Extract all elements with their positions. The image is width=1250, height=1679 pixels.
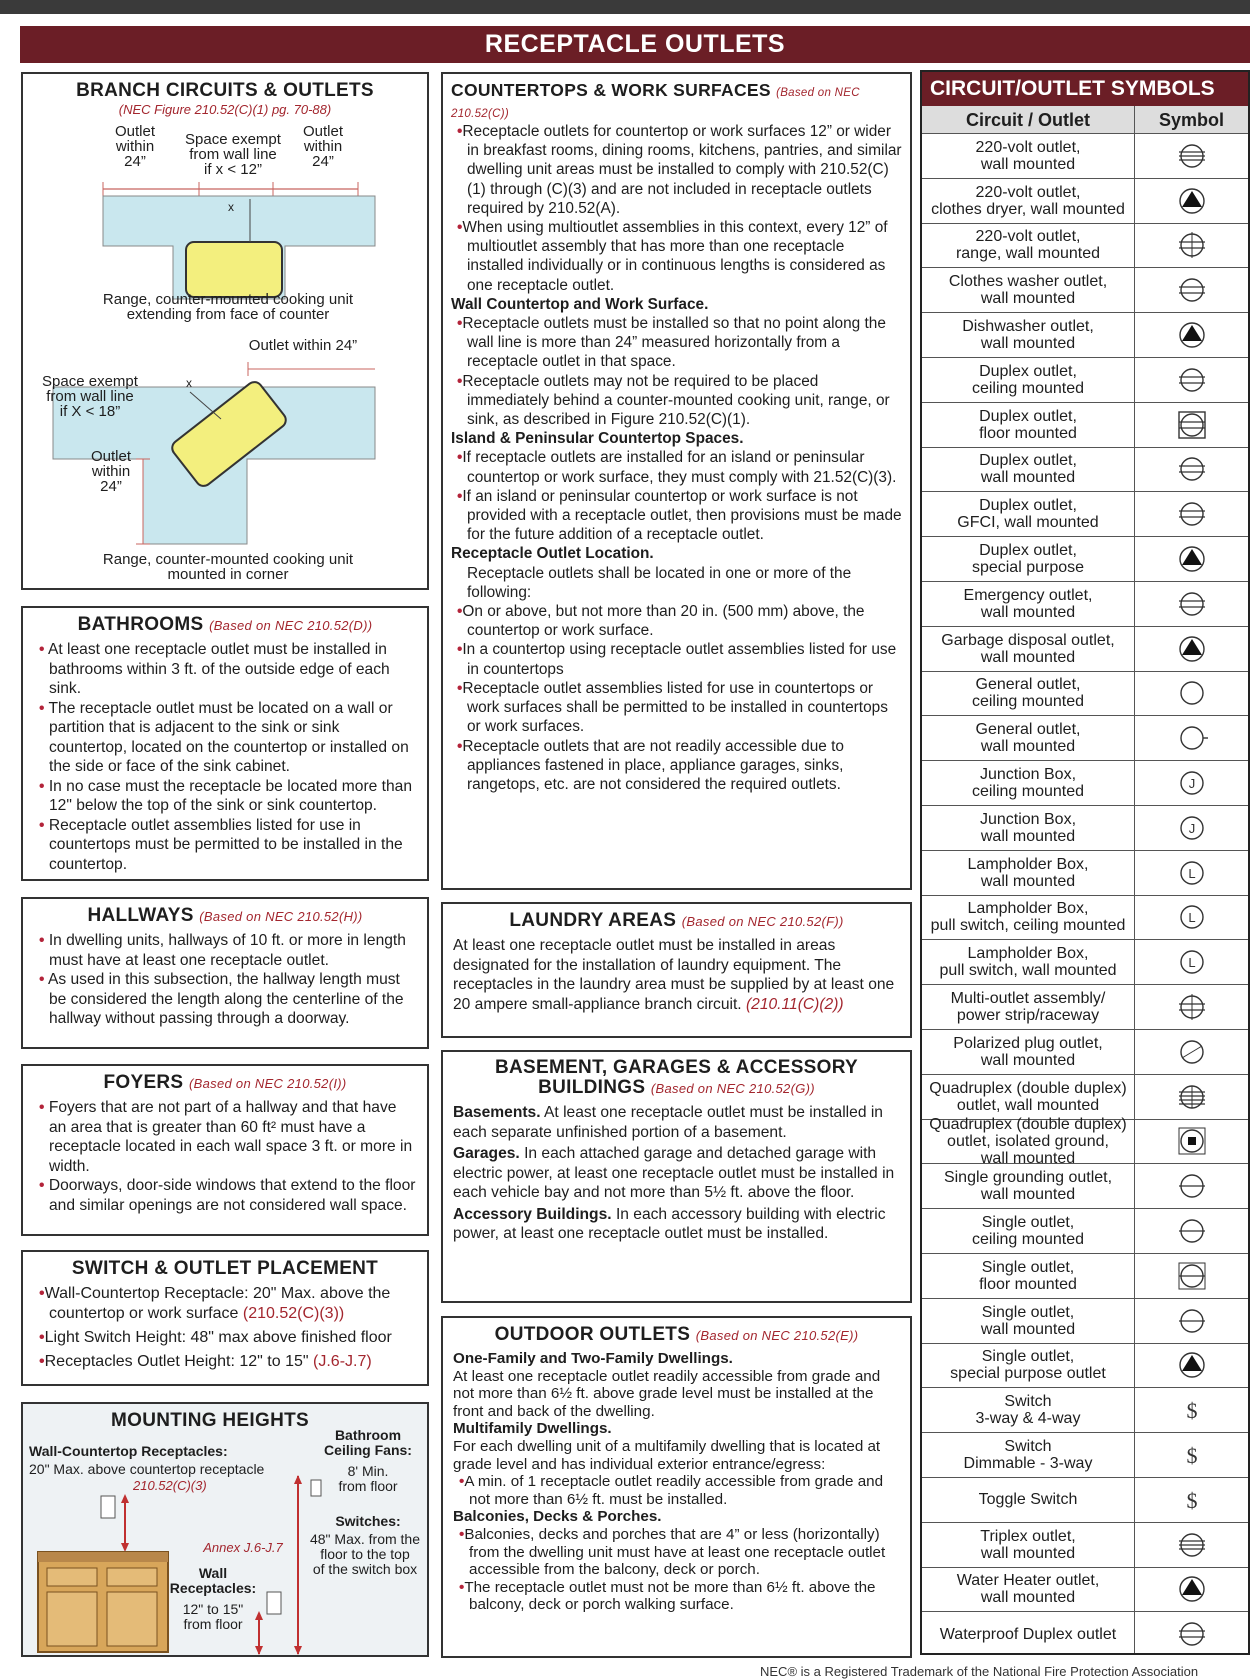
outdoor-subheading: One-Family and Two-Family Dwellings. <box>453 1350 733 1367</box>
list-item: •When using multioutlet assemblies in this context, every 12” of multioutlet assembly that has more than one receptacle installed individually or in continuous lengths is considered as one receptacle outlet. <box>457 219 888 294</box>
switch-item-ref: (210.52(C)(3)) <box>242 1305 345 1322</box>
symbol-cell <box>1135 1120 1248 1164</box>
outdoor-ref: (Based on NEC 210.52(E)) <box>695 1328 859 1343</box>
symbol-cell <box>1135 1523 1248 1567</box>
outdoor-heading <box>453 1324 900 1346</box>
symbol-row <box>922 1344 1248 1389</box>
svg-text:J: J <box>1188 820 1195 836</box>
symbol-row <box>922 1523 1248 1568</box>
symbol-row <box>922 1030 1248 1075</box>
symbol-cell <box>1135 537 1248 581</box>
symbol-cell <box>1135 358 1248 402</box>
symbol-row <box>922 1075 1248 1120</box>
list-item: • At least one receptacle outlet must be installed in bathrooms within 3 ft. of the outside edge of each sink. <box>39 641 390 697</box>
branch-title: BRANCH CIRCUITS & OUTLETS <box>76 80 374 101</box>
hallways-panel <box>21 897 429 1049</box>
countertop-text: Receptacle outlets shall be located in one or more of the following: <box>467 564 852 601</box>
fan-text: 8' Min. from floor <box>338 1463 398 1494</box>
list-item: •In a countertop using receptacle outlet assemblies listed for use in countertops <box>457 641 897 678</box>
symbol-cell <box>1135 1478 1248 1522</box>
symbol-row <box>922 1478 1248 1523</box>
outlet-symbol-icon <box>1176 453 1208 485</box>
list-item: •Receptacles Outlet Height: 12" to 15" (J.6-J.7) <box>39 1353 372 1370</box>
space-exempt-18: Space exempt from wall line if X < 18” <box>42 373 138 420</box>
outlet-symbol-icon <box>1176 946 1208 978</box>
symbols-header-row <box>922 106 1248 134</box>
countertop-text: Receptacle outlet assemblies listed for use in countertops or work surfaces shall be permitted to be installed in countertops or work surfaces. <box>462 679 888 736</box>
symbol-cell <box>1135 448 1248 492</box>
outlet-symbol-icon <box>1176 409 1208 441</box>
list-item: • As used in this subsection, the hallway length must be considered the length along the centerline of the hallway without passing through a doorway. <box>39 971 404 1027</box>
outlet-symbol-icon <box>1176 901 1208 933</box>
outlet-within-24-left: Outlet within 24” <box>114 123 156 170</box>
list-item: • Foyers that are not part of a hallway and that have an area that is greater than 60 ft² must have a receptacle located in each wall space 3 ft. or more in width. <box>39 1099 413 1175</box>
list-item: •A min. of 1 receptacle outlet readily accessible from grade and not more than 6½ ft. must be installed. <box>459 1473 884 1508</box>
bathrooms-heading <box>33 614 417 636</box>
branch-circuits-panel <box>21 72 429 590</box>
svg-text:L: L <box>1187 955 1196 971</box>
symbols-rows <box>922 134 1248 1655</box>
symbol-label: Water Heater outlet, wall mounted <box>922 1568 1135 1612</box>
countertops-ref: (Based on NEC 210.52(C)) <box>451 87 860 120</box>
symbol-cell <box>1135 1612 1248 1655</box>
page-title: RECEPTACLE OUTLETS <box>20 26 1250 63</box>
foyer-item-text: Foyers that are not part of a hallway and that have an area that is greater than 60 ft² must have a receptacle located in each wall space 3 ft. or more in width. <box>48 1099 413 1175</box>
outlet-symbol-icon <box>1176 364 1208 396</box>
list-item: • In dwelling units, hallways of 10 ft. or more in length must have at least one receptacle outlet. <box>39 932 406 969</box>
wall-receptacles-text: 12" to 15" from floor <box>182 1601 244 1632</box>
symbol-label: Lampholder Box, pull switch, wall mounted <box>922 940 1135 984</box>
branch-ref: (NEC Figure 210.52(C)(1) pg. 70-88) <box>118 102 332 117</box>
symbol-row <box>922 627 1248 672</box>
symbol-cell <box>1135 1388 1248 1432</box>
outlet-symbol-icon <box>1176 543 1208 575</box>
laundry-ref2: (210.11(C)(2)) <box>745 995 844 1013</box>
outlet-symbol-icon <box>1176 1394 1208 1426</box>
list-item: •If an island or peninsular countertop or work surface is not provided with a receptacle outlet, then provisions must be made for the future addition of a receptacle outlet. <box>457 487 902 544</box>
foyer-item-text: Doorways, door-side windows that extend to the floor and similar openings are not considered wall space. <box>48 1177 416 1214</box>
symbol-label: 220-volt outlet, range, wall mounted <box>922 224 1135 268</box>
list-item: • Receptacle outlet assemblies listed for use in countertops must be permitted to be installed in the countertop. <box>39 816 403 873</box>
switch-item-ref: (J.6-J.7) <box>313 1353 372 1370</box>
outdoor-panel <box>441 1316 912 1658</box>
symbols-col1: Circuit / Outlet <box>922 106 1135 133</box>
symbol-cell <box>1135 672 1248 716</box>
laundry-text: At least one receptacle outlet must be installed in areas designated for the installation of laundry equipment. The receptacles in the laundry area must be supplied by at least one 20 ampere small-appliance branch circuit. <box>453 937 895 1013</box>
laundry-title: LAUNDRY AREAS <box>509 910 677 931</box>
countertop-text: Receptacle outlets must be installed so that no point along the wall line is more than 24” measured horizontally from a receptacle outlet in that space. <box>462 315 886 371</box>
outlet-symbol-icon <box>1176 274 1208 306</box>
symbol-cell <box>1135 403 1248 447</box>
outlet-symbol-icon <box>1176 1215 1208 1247</box>
symbol-label: Switch Dimmable - 3-way <box>922 1433 1135 1477</box>
countertop-subheading: Wall Countertop and Work Surface. <box>451 295 709 313</box>
symbol-row <box>922 268 1248 313</box>
list-item: •Wall-Countertop Receptacle: 20" Max. above the countertop or work surface (210.52(C)(3)) <box>39 1285 391 1322</box>
laundry-heading <box>453 910 900 932</box>
wall-receptacles-label: Wall Receptacles: <box>169 1565 257 1596</box>
outlet-symbol-icon <box>1176 185 1208 217</box>
symbol-row <box>922 582 1248 627</box>
symbol-cell <box>1135 179 1248 223</box>
outlet-symbol-icon <box>1176 319 1208 351</box>
symbol-label: General outlet, wall mounted <box>922 716 1135 760</box>
mounting-heights-panel <box>21 1402 429 1657</box>
symbol-row <box>922 1254 1248 1299</box>
list-item: •If receptacle outlets are installed for an island or peninsular countertop or work surface, they must comply with 21.52(C)(3). <box>457 449 897 486</box>
symbol-label: Quadruplex (double duplex) outlet, wall mounted <box>922 1075 1135 1119</box>
list-item: •Balconies, decks and porches that are 4” or less (horizontally) from the dwelling unit must have at least one receptacle outlet accessible from the balcony, deck or porch. <box>459 1525 886 1579</box>
symbol-cell <box>1135 492 1248 536</box>
outlet-symbol-icon <box>1176 1618 1208 1650</box>
outdoor-title: OUTDOOR OUTLETS <box>494 1324 691 1345</box>
outdoor-subheading: Balconies, Decks & Porches. <box>453 1508 662 1526</box>
switch-title: SWITCH & OUTLET PLACEMENT <box>71 1258 379 1279</box>
outlet-symbol-icon <box>1176 1125 1208 1157</box>
symbol-label: Polarized plug outlet, wall mounted <box>922 1030 1135 1074</box>
basement-para <box>453 1103 900 1142</box>
countertop-text: When using multioutlet assemblies in this context, every 12” of multioutlet assembly that has more than one receptacle installed individually or in continuous lengths is considered as one receptacle outlet. <box>462 219 888 294</box>
symbol-label: Duplex outlet, floor mounted <box>922 403 1135 447</box>
symbol-cell <box>1135 761 1248 805</box>
symbol-label: 220-volt outlet, clothes dryer, wall mounted <box>922 179 1135 223</box>
symbol-row <box>922 179 1248 224</box>
symbol-label: 220-volt outlet, wall mounted <box>922 134 1135 178</box>
symbol-row <box>922 1164 1248 1209</box>
symbol-row <box>922 985 1248 1030</box>
list-item: •Receptacle outlet assemblies listed for use in countertops or work surfaces shall be permitted to be installed in countertops or work surfaces. <box>457 679 888 736</box>
list-item: •Receptacle outlets must be installed so that no point along the wall line is more than 24” measured horizontally from a receptacle outlet in that space. <box>457 315 886 371</box>
list-item: •Receptacle outlets may not be required to be placed immediately behind a counter-mounted cooking unit, range, or sink, as described in Figure 210.52(C)(1). <box>457 372 890 429</box>
mounting-title: MOUNTING HEIGHTS <box>111 1410 309 1431</box>
countertop-text: If an island or peninsular countertop or work surface is not provided with a receptacle outlet, then provisions must be made for the future addition of a receptacle outlet. <box>462 487 902 544</box>
basement-text: At least one receptacle outlet must be installed in each separate unfinished portion of a basement. <box>453 1104 883 1141</box>
outlet-symbol-icon <box>1176 1036 1208 1068</box>
outlet-symbol-icon <box>1176 229 1208 261</box>
laundry-ref: (Based on NEC 210.52(F)) <box>681 914 844 929</box>
symbols-col2: Symbol <box>1158 110 1224 130</box>
svg-text:L: L <box>1187 910 1196 926</box>
bathroom-item-text: The receptacle outlet must be located on a wall or partition that is adjacent to the sink or sink countertop, located on the countertop or installed on the side or face of the sink cabinet. <box>48 699 409 775</box>
outlet-within-24-corner: Outlet within 24” <box>90 448 132 495</box>
symbol-cell <box>1135 985 1248 1029</box>
garages-text: In each attached garage and detached garage with electric power, at least one receptacle outlet must be installed in each vehicle bay and not more than 5½ ft. above the floor. <box>453 1145 895 1201</box>
countertop-subheading: Receptacle Outlet Location. <box>451 545 654 563</box>
symbol-row <box>922 224 1248 269</box>
symbol-cell <box>1135 268 1248 312</box>
garages-para <box>453 1144 900 1203</box>
outdoor-text: Balconies, decks and porches that are 4” or less (horizontally) from the dwelling unit must have at least one receptacle outlet accessible from the balcony, deck or porch. <box>464 1525 886 1579</box>
symbol-row <box>922 1612 1248 1655</box>
list-item: •Receptacle outlets that are not readily accessible due to appliances fastened in place, appliance garages, sinks, rangetops, etc. are not considered the required outlets. <box>457 737 844 793</box>
symbol-cell <box>1135 313 1248 357</box>
annex-ref: Annex J.6-J.7 <box>203 1540 283 1555</box>
symbol-cell <box>1135 1075 1248 1119</box>
symbol-cell <box>1135 224 1248 268</box>
outdoor-text: A min. of 1 receptacle outlet readily accessible from grade and not more than 6½ ft. must be installed. <box>464 1473 884 1508</box>
countertops-panel <box>441 72 912 890</box>
symbol-label: Dishwasher outlet, wall mounted <box>922 313 1135 357</box>
switches-text: 48" Max. from the floor to the top of the switch box <box>309 1531 420 1577</box>
symbol-row <box>922 940 1248 985</box>
svg-text:$: $ <box>1186 1398 1197 1424</box>
outlet-symbol-icon <box>1176 1349 1208 1381</box>
symbol-row <box>922 1115 1248 1167</box>
countertop-subheading: Island & Peninsular Countertop Spaces. <box>451 430 744 448</box>
symbol-label: Lampholder Box, pull switch, ceiling mounted <box>922 896 1135 940</box>
outlet-symbol-icon <box>1176 1305 1208 1337</box>
top-strip <box>0 0 1250 14</box>
outlet-symbol-icon <box>1176 498 1208 530</box>
symbol-row <box>922 1299 1248 1344</box>
outlet-symbol-icon <box>1176 633 1208 665</box>
bathrooms-ref: (Based on NEC 210.52(D)) <box>209 618 373 633</box>
bathrooms-list <box>33 640 417 874</box>
outlet-symbol-icon <box>1176 767 1208 799</box>
basement-title: BASEMENT, GARAGES & ACCESSORY BUILDINGS <box>494 1057 859 1098</box>
hallway-item-text: In dwelling units, hallways of 10 ft. or more in length must have at least one receptacle outlet. <box>48 932 406 969</box>
symbol-row <box>922 313 1248 358</box>
symbol-label: Lampholder Box, wall mounted <box>922 851 1135 895</box>
countertop-text: On or above, but not more than 20 in. (500 mm) above, the countertop or work surface. <box>462 603 865 640</box>
symbol-label: Quadruplex (double duplex) outlet, isolated ground, wall mounted <box>922 1120 1135 1164</box>
symbol-cell <box>1135 627 1248 671</box>
outlet-symbol-icon <box>1176 140 1208 172</box>
outlet-symbol-icon <box>1176 677 1208 709</box>
countertop-text: If receptacle outlets are installed for an island or peninsular countertop or work surface, they must comply with 21.52(C)(3). <box>462 449 897 486</box>
symbol-cell <box>1135 582 1248 626</box>
basement-panel <box>441 1050 912 1303</box>
laundry-panel <box>441 902 912 1038</box>
symbol-row <box>922 716 1248 761</box>
accessory-para <box>453 1205 900 1244</box>
hallways-title: HALLWAYS <box>87 905 194 926</box>
symbol-row <box>922 134 1248 179</box>
symbol-label: Garbage disposal outlet, wall mounted <box>922 627 1135 671</box>
countertop-text: Receptacle outlets for countertop or work surfaces 12” or wider in breakfast rooms, dining rooms, kitchens, pantries, and similar dwelling unit areas must be installed to comply with 210.52(C)(1) through (C)(3) and are not included in receptacle outlets required by 210.52(A). <box>462 123 902 217</box>
garages-subheading: Garages. <box>453 1145 520 1162</box>
symbol-label: Multi-outlet assembly/ power strip/raceway <box>922 985 1135 1029</box>
symbol-label: Switch 3-way & 4-way <box>922 1388 1135 1432</box>
symbol-label: Duplex outlet, ceiling mounted <box>922 358 1135 402</box>
symbol-row <box>922 806 1248 851</box>
hallways-ref: (Based on NEC 210.52(H)) <box>199 909 363 924</box>
symbol-label: Clothes washer outlet, wall mounted <box>922 268 1135 312</box>
outlet-symbol-icon <box>1176 1081 1208 1113</box>
symbol-label: Duplex outlet, wall mounted <box>922 448 1135 492</box>
symbols-title: CIRCUIT/OUTLET SYMBOLS <box>922 72 1248 106</box>
list-item: •On or above, but not more than 20 in. (500 mm) above, the countertop or work surface. <box>457 603 865 640</box>
bathrooms-title: BATHROOMS <box>77 614 204 635</box>
list-item: •Receptacle outlets for countertop or work surfaces 12” or wider in breakfast rooms, dining rooms, kitchens, pantries, and similar dwelling unit areas must be installed to comply with 210.52(C)(1) through (C)(3) and are not included in receptacle outlets required by 210.52(A). <box>457 123 902 217</box>
foyers-ref: (Based on NEC 210.52(I)) <box>189 1076 347 1091</box>
svg-text:$: $ <box>1186 1487 1197 1513</box>
symbol-label: Single outlet, floor mounted <box>922 1254 1135 1298</box>
outdoor-text: At least one receptacle outlet readily accessible from grade and not more than 6½ ft. above grade level must be installed at the front and back of the dwelling. <box>453 1367 881 1420</box>
outdoor-text: For each dwelling unit of a multifamily dwelling that is located at grade level and has individual exterior entrance/egress: <box>453 1437 881 1473</box>
symbol-row <box>922 403 1248 448</box>
symbol-row <box>922 537 1248 582</box>
bathroom-item-text: In no case must the receptacle be located more than 12" below the top of the sink or sink countertop. <box>48 777 413 814</box>
outlet-symbol-icon <box>1176 1170 1208 1202</box>
symbol-cell <box>1135 1209 1248 1253</box>
switch-item-text: Wall-Countertop Receptacle: 20" Max. above the countertop or work surface <box>44 1285 391 1322</box>
switch-item-text: Light Switch Height: 48" max above finished floor <box>44 1329 392 1346</box>
foyers-heading <box>33 1072 417 1094</box>
outdoor-text: The receptacle outlet must not be more than 6½ ft. above the balcony, deck or porch walking surface. <box>464 1578 876 1614</box>
symbol-label: Duplex outlet, GFCI, wall mounted <box>922 492 1135 536</box>
wall-counter-ref: 210.52(C)(3) <box>133 1478 207 1493</box>
symbol-row <box>922 851 1248 896</box>
list-item: •The receptacle outlet must not be more than 6½ ft. above the balcony, deck or porch walking surface. <box>459 1578 876 1614</box>
svg-text:L: L <box>1187 865 1196 881</box>
symbol-row <box>922 492 1248 537</box>
countertop-text: Receptacle outlets may not be required to be placed immediately behind a counter-mounted cooking unit, range, or sink, as described in Figure 210.52(C)(1). <box>462 372 890 429</box>
foyers-title: FOYERS <box>103 1072 184 1093</box>
wall-counter-label: Wall-Countertop Receptacles: <box>29 1443 228 1459</box>
switch-outlet-panel <box>21 1250 429 1386</box>
symbol-row <box>922 896 1248 941</box>
symbol-cell <box>1135 1299 1248 1343</box>
list-item: •Light Switch Height: 48" max above finished floor <box>39 1329 392 1346</box>
symbol-cell <box>1135 806 1248 850</box>
foyers-panel <box>21 1064 429 1236</box>
symbol-label: Toggle Switch <box>922 1478 1135 1522</box>
outlet-symbol-icon <box>1176 1260 1208 1292</box>
symbol-row <box>922 1388 1248 1433</box>
bathrooms-panel <box>21 606 429 881</box>
symbol-label: Emergency outlet, wall mounted <box>922 582 1135 626</box>
caption-1: Range, counter-mounted cooking unit extending from face of counter <box>102 291 354 323</box>
symbol-label: Triplex outlet, wall mounted <box>922 1523 1135 1567</box>
switch-item-text: Receptacles Outlet Height: 12" to 15" <box>44 1353 314 1370</box>
basement-heading <box>453 1058 900 1099</box>
symbol-row <box>922 1433 1248 1478</box>
outlet-symbol-icon <box>1176 812 1208 844</box>
outlet-within-24-right: Outlet within 24” <box>302 123 344 170</box>
symbol-label: Waterproof Duplex outlet <box>922 1612 1135 1655</box>
basement-ref: (Based on NEC 210.52(G)) <box>650 1081 815 1096</box>
symbol-row <box>922 1568 1248 1613</box>
symbol-cell <box>1135 1344 1248 1388</box>
symbol-label: Single outlet, wall mounted <box>922 1299 1135 1343</box>
switches-label: Switches: <box>335 1513 401 1529</box>
footer-note: NEC® is a Registered Trademark of the National Fire Protection Association <box>760 1664 1199 1679</box>
outlet-symbol-icon <box>1176 991 1208 1023</box>
outlet-symbol-icon <box>1176 1439 1208 1471</box>
symbol-cell <box>1135 1030 1248 1074</box>
countertop-text: Receptacle outlets that are not readily accessible due to appliances fastened in place, appliance garages, sinks, rangetops, etc. are not considered the required outlets. <box>462 737 844 793</box>
symbol-cell <box>1135 940 1248 984</box>
list-item: • Doorways, door-side windows that extend to the floor and similar openings are not considered wall space. <box>39 1177 416 1214</box>
symbol-cell <box>1135 1568 1248 1612</box>
outlet-symbol-icon <box>1176 588 1208 620</box>
symbol-cell <box>1135 716 1248 760</box>
svg-text:$: $ <box>1186 1443 1197 1468</box>
x-label-2: x <box>186 376 192 390</box>
symbols-table <box>920 70 1250 1655</box>
symbol-cell <box>1135 851 1248 895</box>
accessory-subheading: Accessory Buildings. <box>453 1205 612 1223</box>
wall-counter-text: 20" Max. above countertop receptacle <box>29 1461 265 1477</box>
symbol-cell <box>1135 134 1248 178</box>
symbol-row <box>922 761 1248 806</box>
symbol-label: General outlet, ceiling mounted <box>922 672 1135 716</box>
symbol-row <box>922 358 1248 403</box>
countertop-text: In a countertop using receptacle outlet assemblies listed for use in countertops <box>462 641 897 678</box>
outlet-symbol-icon <box>1176 722 1208 754</box>
hallway-item-text: As used in this subsection, the hallway length must be considered the length along the centerline of the hallway without passing through a doorway. <box>47 971 404 1027</box>
symbol-row <box>922 448 1248 493</box>
symbol-label: Duplex outlet, special purpose <box>922 537 1135 581</box>
symbol-row <box>922 1209 1248 1254</box>
basement-subheading: Basements. <box>453 1104 541 1121</box>
svg-text:J: J <box>1188 776 1195 792</box>
symbol-label: Single grounding outlet, wall mounted <box>922 1164 1135 1208</box>
symbol-cell <box>1135 1164 1248 1208</box>
symbol-cell <box>1135 896 1248 940</box>
outdoor-subheading: Multifamily Dwellings. <box>453 1420 612 1438</box>
bathroom-item-text: Receptacle outlet assemblies listed for use in countertops must be permitted to be installed in the countertop. <box>48 816 403 873</box>
fan-label: Bathroom Ceiling Fans: <box>324 1427 412 1458</box>
symbol-label: Junction Box, ceiling mounted <box>922 761 1135 805</box>
outlet-symbol-icon <box>1176 1573 1208 1605</box>
outlet-symbol-icon <box>1176 1529 1208 1561</box>
outlet-within-24-single: Outlet within 24” <box>248 337 358 354</box>
symbol-label: Junction Box, wall mounted <box>922 806 1135 850</box>
symbol-row <box>922 672 1248 717</box>
outlet-symbol-icon <box>1176 857 1208 889</box>
space-exempt-12: Space exempt from wall line if x < 12” <box>185 131 281 178</box>
list-item: • The receptacle outlet must be located on a wall or partition that is adjacent to the sink or sink countertop, located on the countertop or installed on the side or face of the sink cabinet. <box>39 699 409 775</box>
list-item: • In no case must the receptacle be located more than 12" below the top of the sink or sink countertop. <box>39 777 413 814</box>
symbol-cell <box>1135 1254 1248 1298</box>
countertops-title: COUNTERTOPS & WORK SURFACES <box>451 80 771 100</box>
countertops-heading <box>451 80 902 122</box>
symbol-label: Single outlet, special purpose outlet <box>922 1344 1135 1388</box>
bathroom-item-text: At least one receptacle outlet must be installed in bathrooms within 3 ft. of the outside edge of each sink. <box>47 641 390 697</box>
symbol-label: Single outlet, ceiling mounted <box>922 1209 1135 1253</box>
x-label-1: x <box>228 200 234 214</box>
hallways-heading <box>33 905 417 927</box>
caption-2: Range, counter-mounted cooking unit mounted in corner <box>102 551 354 583</box>
accessory-text: In each accessory building with electric power, at least one receptacle outlet must be installed. <box>453 1205 886 1242</box>
symbol-cell <box>1135 1433 1248 1477</box>
outlet-symbol-icon <box>1176 1484 1208 1516</box>
